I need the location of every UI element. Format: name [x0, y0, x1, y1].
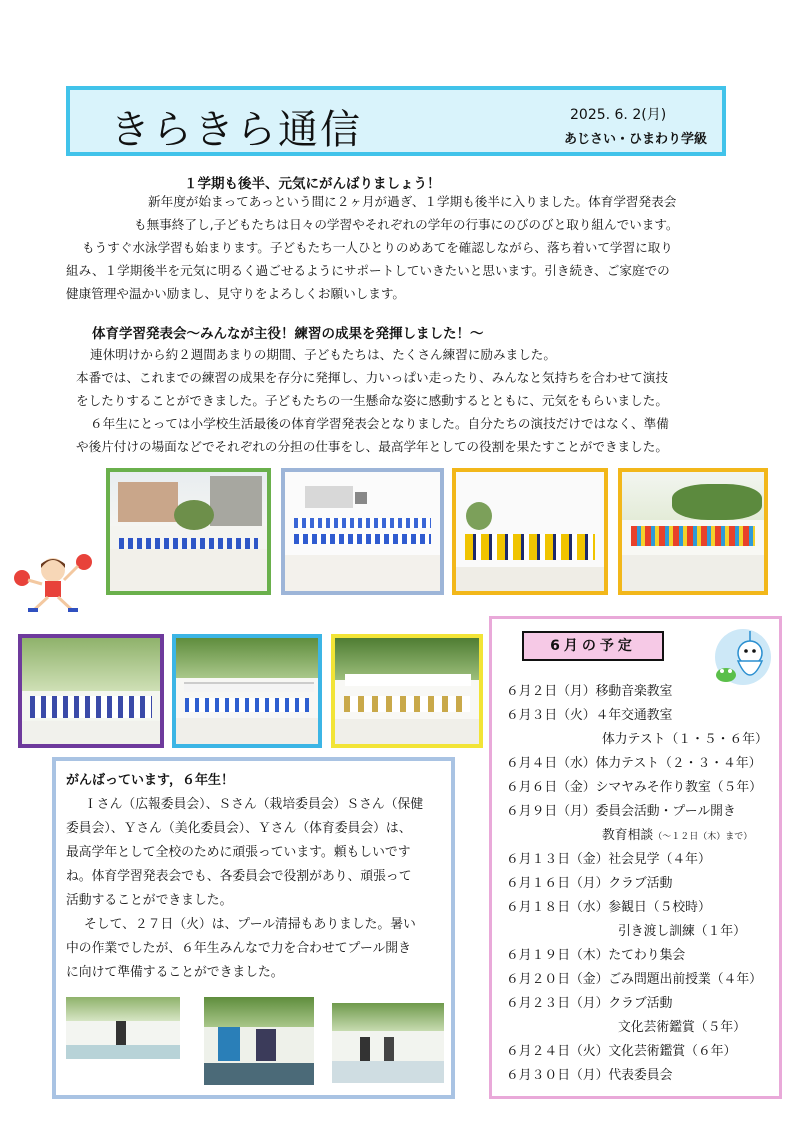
schedule-item: [618, 1016, 746, 1035]
schedule-item: [506, 896, 711, 915]
teru-teru-bozu-illustration: [710, 627, 776, 695]
schedule-item: [506, 752, 761, 771]
schedule-event: 社会見学（４年）: [608, 852, 711, 867]
schedule-date: ６月１３日（金）: [506, 852, 609, 867]
photo-sports-day-3: [452, 468, 608, 595]
schedule-event: 移動音楽教室: [595, 684, 673, 699]
newsletter-title: きらきら通信: [110, 107, 362, 153]
grade6-line: 委員会）、Ｙさん（美化委員会）、Ｙさん（体育委員会）は、: [66, 821, 412, 836]
schedule-date: ６月２日（月）: [506, 684, 596, 699]
schedule-event: 引き渡し訓練（１年）: [618, 924, 746, 939]
schedule-item: [506, 872, 672, 891]
schedule-event: 教育相談: [602, 828, 654, 843]
grade6-box: [52, 757, 455, 1099]
section1-heading: １学期も後半、元気にがんばりましょう！: [184, 176, 441, 192]
schedule-event: 委員会活動・プール開き: [595, 804, 736, 819]
schedule-event: 体力テスト（１・５・６年）: [602, 732, 768, 747]
schedule-event: 文化芸術鑑賞（５年）: [618, 1020, 746, 1035]
schedule-item: [506, 992, 672, 1011]
schedule-date: ６月２０日（金）: [506, 972, 609, 987]
section2-line: 連休明けから約２週間あまりの期間、子どもたちは、たくさん練習に励みました。: [90, 347, 556, 362]
schedule-item: [506, 1040, 736, 1059]
grade6-line: そして、２７日（火）は、プール清掃もありました。暑い: [84, 917, 416, 932]
grade6-line: ね。体育学習発表会でも、各委員会で役割があり、頑張って: [66, 869, 412, 884]
section2-line: 本番では、これまでの練習の成果を存分に発揮し、力いっぱい走ったり、みんなと気持ちを合わせて演技: [76, 370, 668, 385]
photo-sports-day-5: [18, 634, 164, 748]
schedule-event: 体力テスト（２・３・４年）: [595, 756, 762, 771]
grade6-heading: がんばっています，６年生！: [66, 773, 234, 788]
photo-sports-day-2: [281, 468, 444, 595]
section2-line: をしたりすることができました。子どもたちの一生懸命な姿に感動するとともに、元気をもらいました。: [76, 393, 668, 408]
schedule-box: [489, 616, 782, 1099]
photo-sports-day-6: [172, 634, 322, 748]
grade6-line: 最高学年として全校のために頑張っています。頼もしいです: [66, 845, 411, 860]
schedule-item: [602, 824, 752, 843]
schedule-event: ごみ問題出前授業（４年）: [608, 972, 762, 987]
schedule-event: クラブ活動: [608, 876, 673, 891]
grade6-line: 中の作業でしたが、６年生みんなで力を合わせてプール開き: [66, 941, 411, 956]
schedule-event: クラブ活動: [608, 996, 673, 1011]
section2-line: や後片付けの場面などでそれぞれの分担の仕事をし、最高学年としての役割を果たすことができました。: [76, 439, 668, 454]
schedule-item: [506, 1064, 672, 1083]
schedule-date: ６月１８日（水）: [506, 900, 609, 915]
schedule-date: ６月２３日（月）: [506, 996, 609, 1011]
issue-date: 2025. 6. 2(月): [570, 107, 667, 123]
schedule-event: 参観日（５校時）: [608, 900, 711, 915]
schedule-note: （～１２日（木）まで）: [653, 832, 753, 842]
schedule-event: ４年交通教室: [595, 708, 673, 723]
section1-line: 新年度が始まってあっという間に２ヶ月が過ぎ、１学期も後半に入りました。体育学習発表会: [148, 194, 677, 209]
schedule-event: シマヤみそ作り教室（５年）: [595, 780, 762, 795]
schedule-date: ６月４日（水）: [506, 756, 596, 771]
schedule-item: [618, 920, 746, 939]
schedule-item: [506, 704, 672, 723]
schedule-item: [506, 680, 672, 699]
grade6-line: Ｉさん（広報委員会）、Ｓさん（栽培委員会）Ｓさん（保健: [84, 797, 424, 812]
newsletter-header: [66, 86, 726, 156]
section2-line: ６年生にとっては小学校生活最後の体育学習発表会となりました。自分たちの演技だけではなく、準備: [90, 416, 669, 431]
schedule-date: ６月２４日（火）: [506, 1044, 609, 1059]
cheerleader-illustration: [8, 550, 98, 620]
photo-pool-cleaning-1: [66, 997, 180, 1059]
section2-heading: 体育学習発表会～みんなが主役！練習の成果を発揮しました！～: [92, 326, 484, 342]
class-name: あじさい・ひまわり学級: [564, 132, 708, 147]
schedule-event: 代表委員会: [608, 1068, 673, 1083]
schedule-item: [506, 800, 736, 819]
photo-pool-cleaning-2: [204, 997, 314, 1085]
schedule-date: ６月１６日（月）: [506, 876, 609, 891]
schedule-title: 6月の予定: [522, 631, 664, 661]
photo-sports-day-1: [106, 468, 271, 595]
schedule-event: たてわり集会: [608, 948, 686, 963]
schedule-item: [602, 728, 768, 747]
schedule-event: 文化芸術鑑賞（６年）: [608, 1044, 737, 1059]
schedule-item: [506, 944, 685, 963]
photo-sports-day-4: [618, 468, 768, 595]
section1-line: もうすぐ水泳学習も始まります。子どもたち一人ひとりのめあてを確認しながら、落ち着いて学習に取り: [82, 240, 673, 255]
schedule-item: [506, 968, 762, 987]
schedule-date: ６月９日（月）: [506, 804, 596, 819]
section1-line: 健康管理や温かい励まし、見守りをよろしくお願いします。: [66, 286, 406, 301]
section1-line: も無事終了し,子どもたちは日々の学習やそれぞれの学年の行事にのびのびと取り組んでいます。: [134, 217, 679, 232]
photo-sports-day-7: [331, 634, 483, 748]
section1-line: 組み、１学期後半を元気に明るく過ごせるようにサポートしていきたいと思います。引き続き、ご家庭での: [66, 263, 670, 278]
schedule-date: ６月３日（火）: [506, 708, 596, 723]
schedule-item: [506, 848, 711, 867]
photo-pool-cleaning-3: [332, 1003, 444, 1083]
grade6-line: に向けて準備することができました。: [66, 965, 284, 980]
schedule-date: ６月６日（金）: [506, 780, 596, 795]
schedule-date: ６月１９日（木）: [506, 948, 609, 963]
schedule-date: ６月３０日（月）: [506, 1068, 609, 1083]
schedule-item: [506, 776, 762, 795]
grade6-line: 活動することができました。: [66, 893, 233, 908]
